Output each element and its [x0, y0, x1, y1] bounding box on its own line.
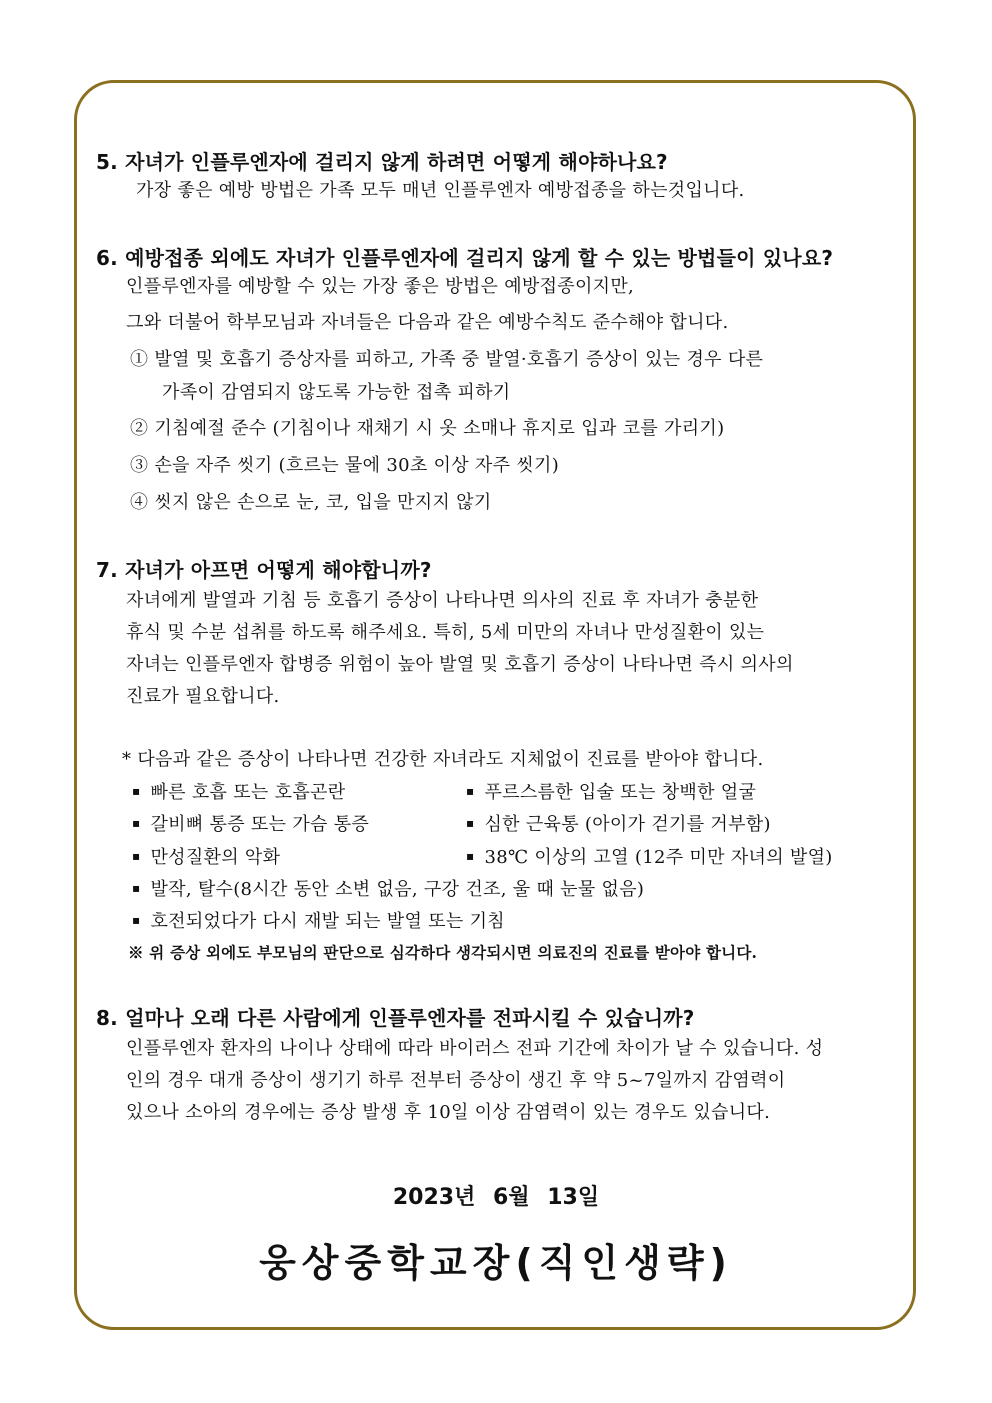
q7-line4: 진료가 필요합니다. — [126, 686, 280, 707]
warning-note: ※ 위 증상 외에도 부모님의 판단으로 심각하다 생각되시면 의료진의 진료를 받아야 합니다. — [128, 943, 758, 962]
symptom-item: ▪ 빠른 호흡 또는 호흡곤란 — [132, 778, 345, 804]
q8-line2: 인의 경우 대개 증상이 생기기 하루 전부터 증상이 생긴 후 약 5~7일까지 감염력이 — [126, 1070, 786, 1091]
symptom-item: ▪ 갈비뼈 통증 또는 가슴 통증 — [132, 810, 369, 836]
q7-line3: 자녀는 인플루엔자 합병증 위험이 높아 발열 및 호흡기 증상이 나타나면 즉시 의사의 — [126, 654, 794, 675]
symptom-item: ▪ 38℃ 이상의 고열 (12주 미만 자녀의 발열) — [466, 843, 833, 869]
symptom-item: ▪ 심한 근육통 (아이가 걷기를 거부함) — [466, 810, 771, 836]
q8-line3: 있으나 소아의 경우에는 증상 발생 후 10일 이상 감염력이 있는 경우도 있습니다. — [126, 1102, 771, 1123]
principal-signature: 웅상중학교장(직인생략) — [259, 1241, 733, 1285]
q6-item1-line2: 가족이 감염되지 않도록 가능한 접촉 피하기 — [162, 382, 511, 403]
q6-item3: ③ 손을 자주 씻기 (흐르는 물에 30초 이상 자주 씻기) — [130, 455, 560, 476]
symptom-note: * 다음과 같은 증상이 나타나면 건강한 자녀라도 지체없이 진료를 받아야 합니다. — [122, 749, 764, 770]
symptom-item: ▪ 호전되었다가 다시 재발 되는 발열 또는 기침 — [132, 907, 505, 933]
q8-line1: 인플루엔자 환자의 나이나 상태에 따라 바이러스 전파 기간에 차이가 날 수 있습니다. 성 — [126, 1038, 824, 1059]
issue-date: 2023년 6월 13일 — [392, 1185, 600, 1210]
symptom-item: ▪ 발작, 탈수(8시간 동안 소변 없음, 구강 건조, 울 때 눈물 없음) — [132, 875, 644, 901]
symptom-item: ▪ 만성질환의 악화 — [132, 843, 280, 869]
q7-title: 7. 자녀가 아프면 어떻게 해야합니까? — [96, 558, 432, 582]
q8-title: 8. 얼마나 오래 다른 사람에게 인플루엔자를 전파시킬 수 있습니까? — [96, 1006, 695, 1030]
q6-line1: 인플루엔자를 예방할 수 있는 가장 좋은 방법은 예방접종이지만, — [126, 276, 635, 297]
q7-line2: 휴식 및 수분 섭취를 하도록 해주세요. 특히, 5세 미만의 자녀나 만성질환이 있는 — [126, 622, 765, 643]
q5-answer: 가장 좋은 예방 방법은 가족 모두 매년 인플루엔자 예방접종을 하는것입니다. — [136, 180, 745, 201]
q5-title: 5. 자녀가 인플루엔자에 걸리지 않게 하려면 어떻게 해야하나요? — [96, 150, 668, 174]
q6-title: 6. 예방접종 외에도 자녀가 인플루엔자에 걸리지 않게 할 수 있는 방법들이 있나요? — [96, 246, 834, 270]
q6-item4: ④ 씻지 않은 손으로 눈, 코, 입을 만지지 않기 — [130, 492, 492, 513]
q6-line2: 그와 더불어 학부모님과 자녀들은 다음과 같은 예방수칙도 준수해야 합니다. — [126, 312, 729, 333]
q7-line1: 자녀에게 발열과 기침 등 호흡기 증상이 나타나면 의사의 진료 후 자녀가 충분한 — [126, 590, 759, 611]
q6-item1-line1: ① 발열 및 호흡기 증상자를 피하고, 가족 중 발열·호흡기 증상이 있는 경우 다른 — [130, 349, 764, 370]
symptom-item: ▪ 푸르스름한 입술 또는 창백한 얼굴 — [466, 778, 756, 804]
q6-item2: ② 기침예절 준수 (기침이나 재채기 시 옷 소매나 휴지로 입과 코를 가리기) — [130, 418, 725, 439]
